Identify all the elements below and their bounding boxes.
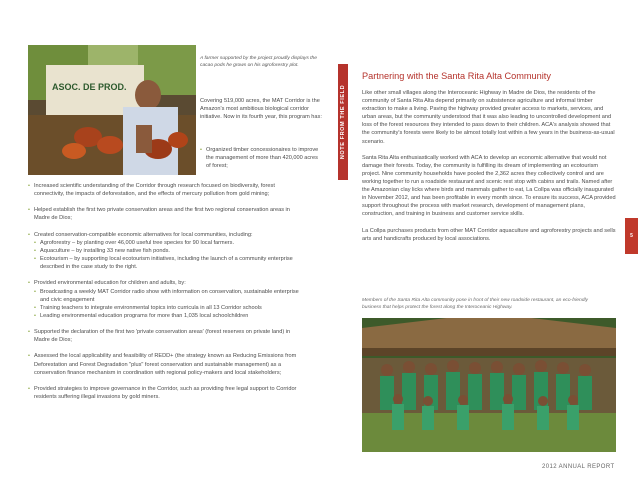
list-item: • Created conservation-compatible economic alternatives for local communities, including: • Agroforestry – by planting over 46,000 useful tree species for 90 local farmers. • Aquaculture – by installing 33 new native fish ponds. • Ecotourism – by supporting local ecotourism initiatives, including the launch of a community enterprise described in the case study to the right. [28, 231, 303, 271]
community-photo [362, 318, 616, 452]
sub-list [34, 239, 303, 271]
sub-list-item: • Ecotourism – by supporting local ecotourism initiatives, including the launch of a community enterprise described in the case study to the right. [34, 255, 303, 271]
page-number: 5 [630, 233, 633, 239]
lead-bullet: • Organized timber concessionaires to improve the management of more than 420,000 acres of forest; [200, 146, 322, 170]
sub-list-item: • Agroforestry – by planting over 46,000 useful tree species for 90 local farmers. [34, 239, 303, 247]
list-item: • Provided strategies to improve governance in the Corridor, such as providing free legal support to Corridor residents suffering illegal invasions by gold miners. [28, 385, 303, 401]
page-footer: 2012 ANNUAL REPORT [542, 464, 615, 470]
lead-paragraph: Covering 519,000 acres, the MAT Corridor is the Amazon's most ambitious biological corridor initiative. Now in its fourth year, this program has: [200, 98, 322, 121]
sub-list-item: • Leading environmental education programs for more than 1,035 local schoolchildren [34, 312, 303, 320]
list-item: • Increased scientific understanding of the Corridor through research focused on biodiversity, forest connectivity, the impacts of deforestation, and the effects of mercury pollution from gold mining; [28, 182, 303, 198]
left-column [28, 182, 303, 409]
case-study-title: Partnering with the Santa Rita Alta Community [362, 71, 551, 81]
list-item: • Helped establish the first two private conservation areas and the first two regional conservation areas in Madre de Dios; [28, 206, 303, 222]
achievements-list [28, 182, 303, 401]
case-study-paragraph: La Collpa purchases products from other MAT Corridor aquaculture and agroforestry projects and sells arts and handicrafts produced by local associations. [362, 227, 616, 242]
sub-list-item: • Broadcasting a weekly MAT Corridor radio show with information on conservation, sustainable enterprise and civic engagement [34, 288, 303, 304]
sub-list [34, 288, 303, 320]
list-item: • Provided environmental education for children and adults, by: • Broadcasting a weekly MAT Corridor radio show with information on conservation, sustainable enterprise and civic engagement • Training teachers to integrate environmental topics into curricula in all 13 Corridor schools • Leading environmental education programs for more than 1,035 local schoolchildren [28, 279, 303, 319]
lead-bullet-list [200, 146, 322, 170]
top-photo-caption: A farmer supported by the project proudly displays the cacao pods he grows on his agroforestry plot. [200, 56, 317, 68]
bottom-photo-caption: Members of the Santa Rita Alta community pose in front of their new roadside restaurant, an eco-friendly business that helps protect the forest along the Interoceanic Highway. [362, 298, 588, 311]
note-from-field-tab [338, 64, 348, 180]
list-item: • Assessed the local applicability and feasibility of REDD+ (the strategy known as Reducing Emissions from Deforestation and Forest Degradation "plus" forest conservation and sustainable management) as a conservation finance mechanism in coordination with regional policy-makers and local stakeholders; [28, 352, 303, 376]
case-study-body [362, 89, 616, 251]
list-item: • Supported the declaration of the first two 'private conservation areas' (forest reserves on private land) in Madre de Dios; [28, 328, 303, 344]
sub-list-item: • Aquaculture – by installing 33 new native fish ponds. [34, 247, 303, 255]
case-study-paragraph: Like other small villages along the Interoceanic Highway in Madre de Dios, the residents of the community of Santa Rita Alta depend primarily on subsistence agriculture and informal timber extraction to make a living. Paving the highway provided greater access to markets, services, and urban areas, but the community understood that it was also leading to uncontrolled development and loss of the forest resources they intended to pass down to their children. ACA's analysis showed that the community's forests were likely to be almost totally lost within a few years in the business-as-usual scenario. [362, 90, 615, 145]
svg-text:ASOC. DE PROD.: ASOC. DE PROD. [52, 82, 127, 92]
page-number-tab [625, 218, 638, 254]
case-study-paragraph: Santa Rita Alta enthusiastically worked with ACA to develop an economic alternative that would not damage their forests. Today, the community is fulfilling its dream of implementing an ecotourism project. Nine community households have pooled the 2,362 acres they collectively control and are working together to run a roadside restaurant and scenic rest stop with cabins and trails. Named after the Amazonian clay licks where birds and mammals gather to eat, La Collpa was officially inaugurated in November 2012, and has been profitable in every month since. To ensure its success, ACA provided support throughout the process with market research, development of management plans, construction, and training in business and customer service skills. [362, 154, 616, 218]
sub-list-item: • Training teachers to integrate environmental topics into curricula in all 13 Corridor schools [34, 304, 303, 312]
note-from-field-label: NOTE FROM THE FIELD [340, 84, 346, 160]
farmer-photo [28, 45, 196, 175]
